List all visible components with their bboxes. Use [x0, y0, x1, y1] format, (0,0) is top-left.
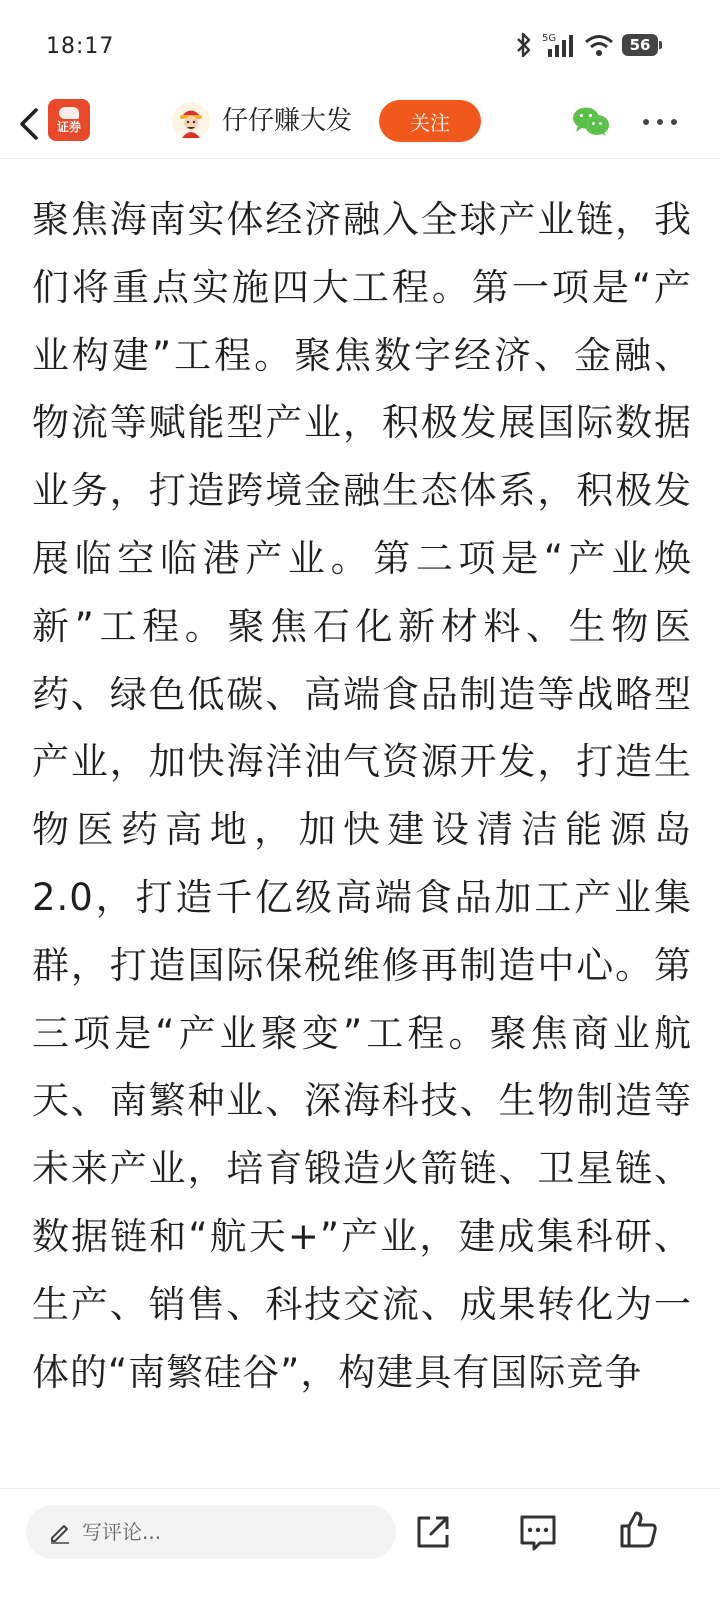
wechat-icon[interactable] — [572, 106, 610, 138]
top-nav-bar — [0, 92, 720, 159]
article-content — [32, 186, 692, 1486]
article-paragraph: 聚焦海南实体经济融入全球产业链，我们将重点实施四大工程。第一项是“产业构建”工程。聚焦数字经济、金融、物流等赋能型产业，积极发展国际数据业务，打造跨境金融生态体系，积极发展临空临港产业。第二项是“产业焕新”工程。聚焦石化新材料、生物医药、绿色低碳、高端食品制造等战略型产业，加快海洋油气资源开发，打造生物医药高地，加快建设清洁能源岛2.0，打造千亿级高端食品加工产业集群，打造国际保税维修再制造中心。第三项是“产业聚变”工程。聚焦商业航天、南繁种业、深海科技、生物制造等未来产业，培育锻造火箭链、卫星链、数据链和“航天+”产业，建成集科研、生产、销售、科技交流、成果转化为一体的“南繁硅谷”，构建具有国际竞争 — [32, 198, 692, 1394]
author-name[interactable]: 仔仔赚大发 — [222, 106, 353, 136]
bluetooth-icon — [514, 32, 534, 58]
status-bar — [0, 0, 720, 92]
author-avatar[interactable] — [172, 102, 210, 140]
app-logo[interactable] — [48, 99, 90, 141]
share-icon[interactable] — [412, 1511, 454, 1553]
bottom-action-bar — [0, 1488, 720, 1601]
comment-icon[interactable] — [516, 1511, 560, 1553]
follow-button[interactable]: 关注 — [379, 100, 481, 142]
battery-icon — [622, 34, 658, 56]
pen-icon — [48, 1520, 72, 1544]
wifi-icon — [584, 33, 614, 57]
status-icons — [514, 30, 658, 60]
battery-level: 56 — [629, 36, 651, 54]
network-type: 5G — [542, 33, 557, 44]
comment-placeholder: 写评论... — [82, 1520, 162, 1544]
signal-icon — [542, 31, 576, 59]
more-icon[interactable] — [642, 116, 678, 128]
app-logo-text: 证券 — [56, 119, 81, 134]
bird-icon — [59, 107, 79, 119]
back-icon[interactable] — [14, 104, 44, 144]
comment-input[interactable] — [26, 1505, 396, 1559]
status-time: 18:17 — [46, 34, 115, 59]
like-icon[interactable] — [618, 1509, 660, 1551]
